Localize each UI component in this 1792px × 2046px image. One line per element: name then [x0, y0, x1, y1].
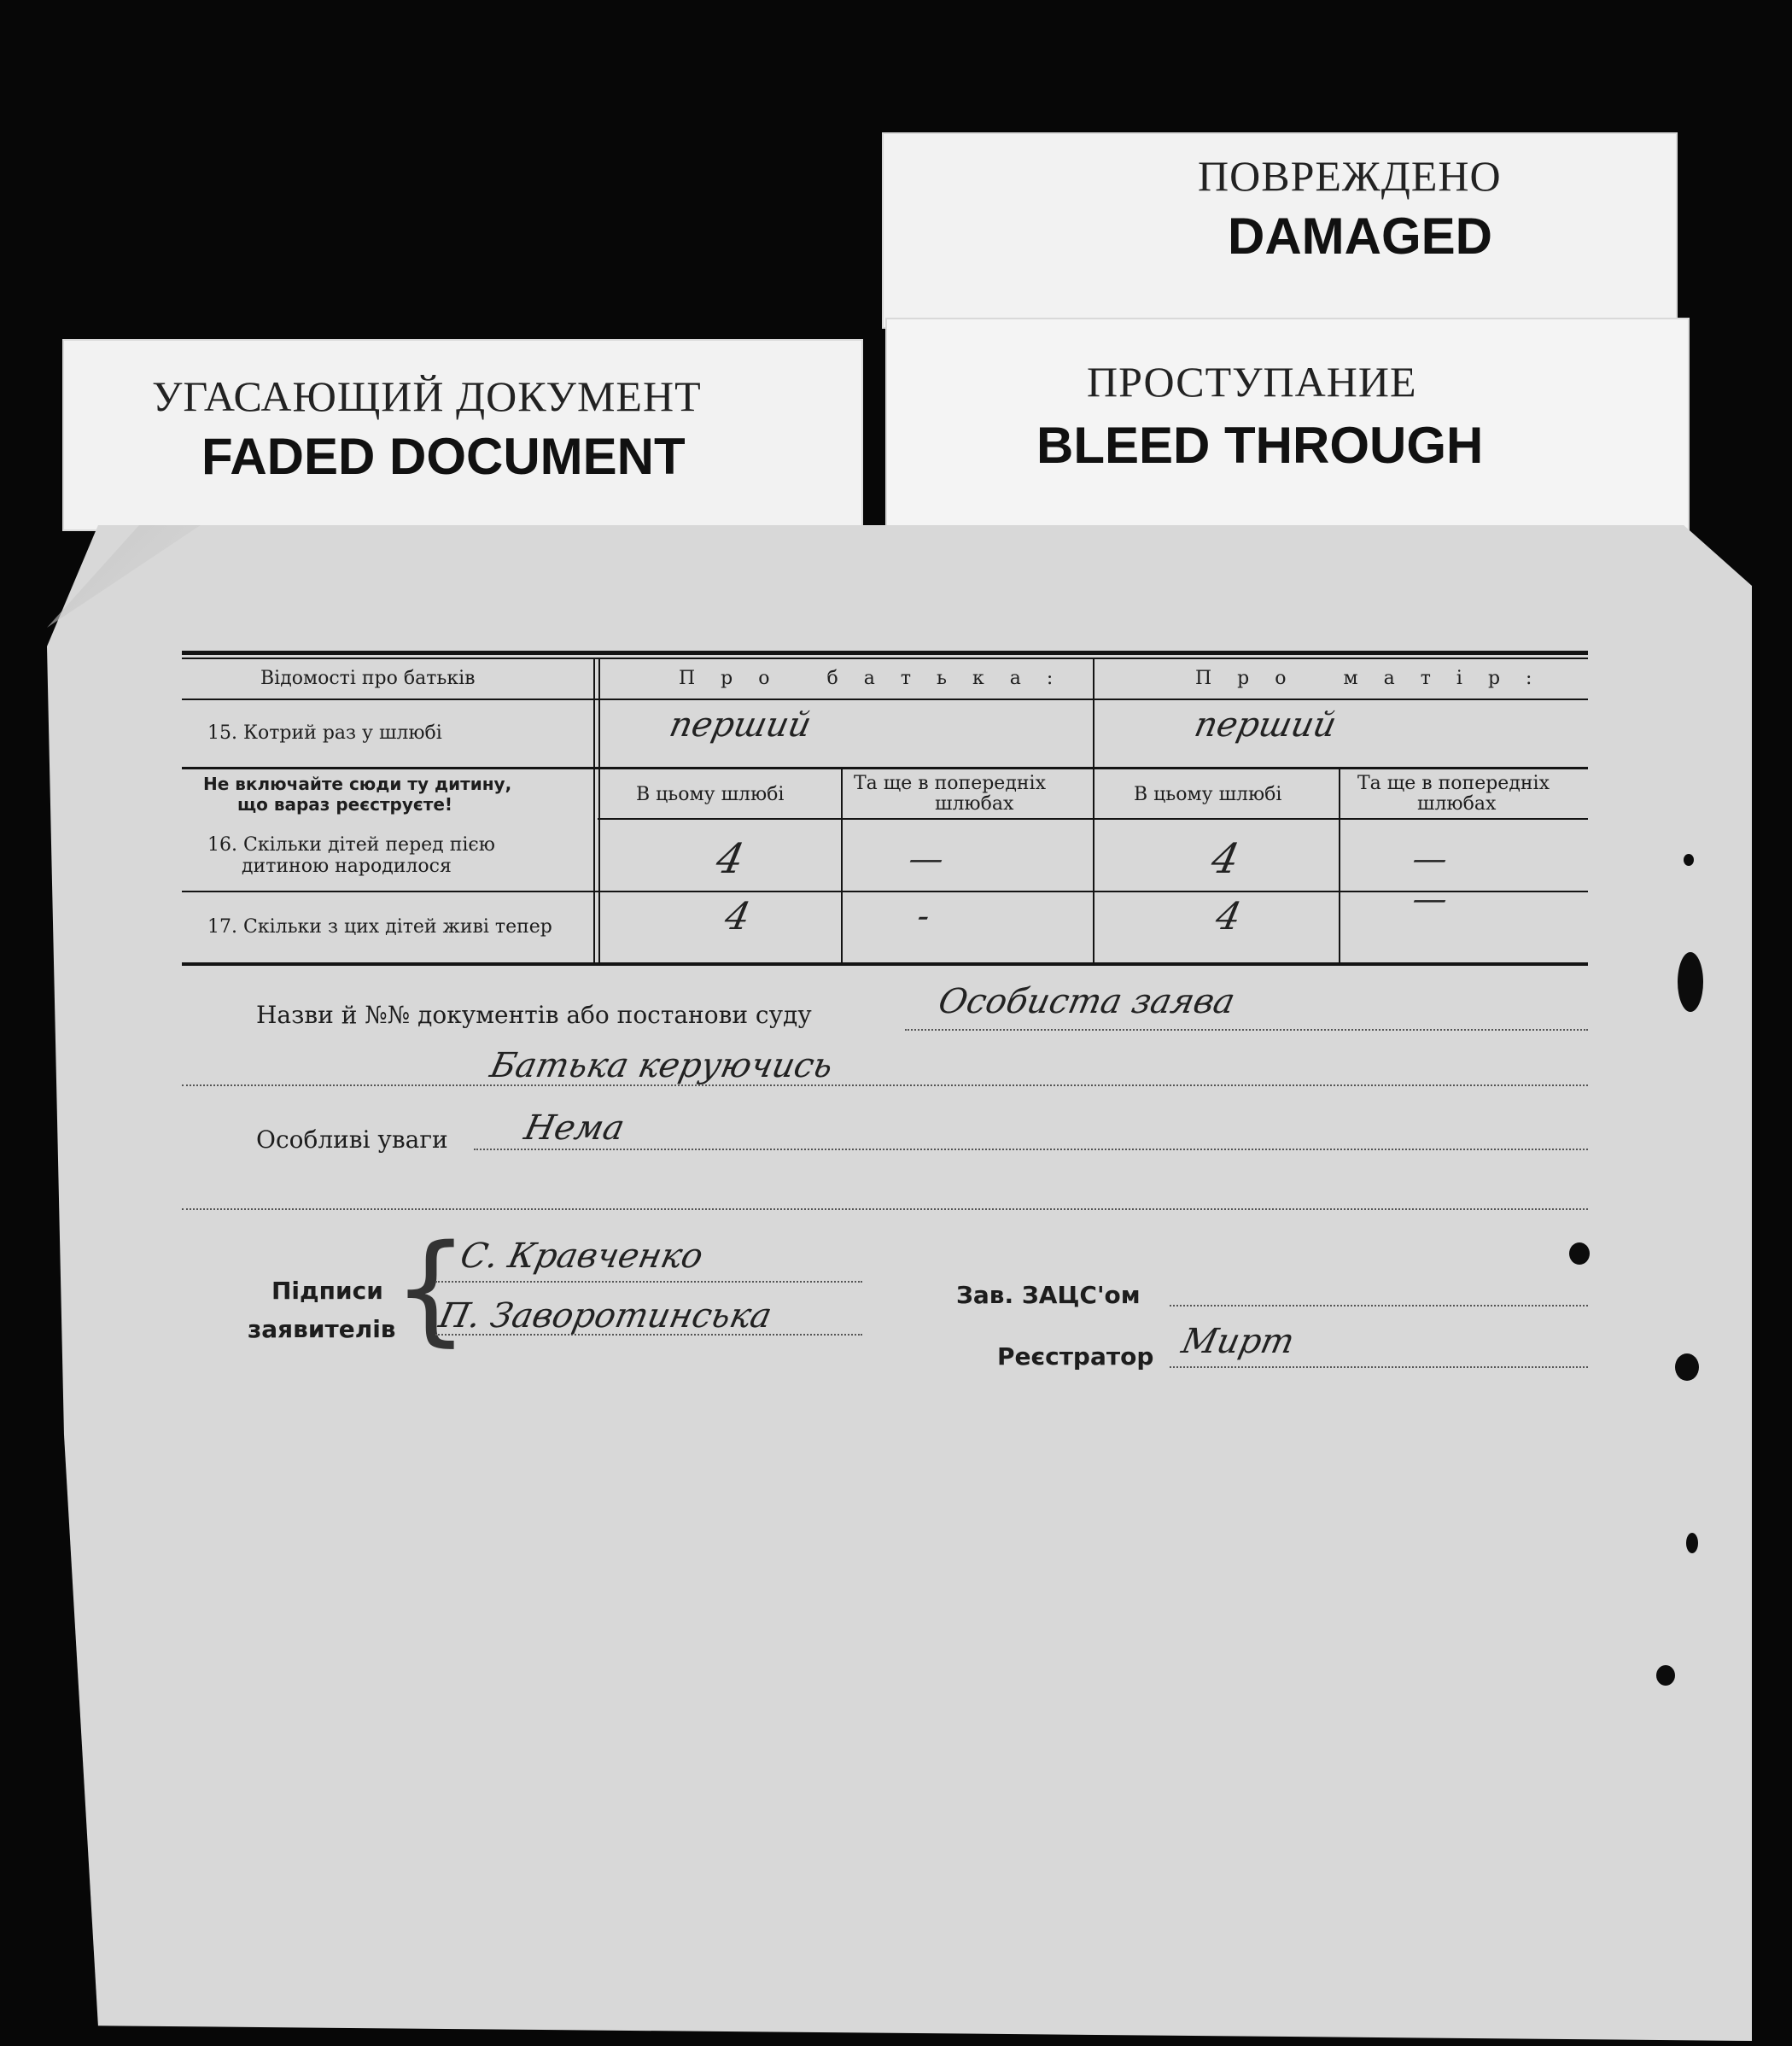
- signatures-label-line1: Підписи: [271, 1277, 383, 1305]
- head-line: [1170, 1305, 1588, 1307]
- note-line1: Не включайте сюди ту дитину,: [203, 774, 512, 794]
- table-bottom-rule: [182, 962, 1588, 966]
- documents-line2: [182, 1084, 1588, 1086]
- head-label: Зав. ЗАЦС'ом: [956, 1281, 1141, 1309]
- table-rule: [182, 699, 1588, 700]
- subheader-mother-prev2: шлюбах: [1417, 793, 1497, 815]
- table-rule: [182, 891, 1588, 892]
- table-top-rule-thin: [182, 658, 1588, 659]
- row16-label-line1: 16. Скільки дітей перед пією: [207, 834, 495, 856]
- damaged-label-card: [882, 132, 1678, 329]
- remarks-value: Нема: [521, 1108, 628, 1148]
- row17-father-this: 4: [721, 895, 755, 938]
- documents-value-line1: Особиста заява: [935, 982, 1239, 1021]
- row16-father-prev: —: [905, 839, 948, 879]
- damage-hole: [1678, 952, 1703, 1012]
- damage-hole: [1686, 1533, 1698, 1553]
- subheader-father-this: В цьому шлюбі: [636, 784, 785, 805]
- table-col-rule: [841, 769, 843, 963]
- header-mother: Про матір:: [1195, 668, 1558, 689]
- row17-father-prev: -: [914, 897, 934, 936]
- signatures-label-line2: заявителів: [248, 1315, 396, 1343]
- row17-mother-this: 4: [1211, 895, 1246, 938]
- documents-value-line2: Батька керуючись: [487, 1046, 837, 1085]
- damage-hole: [1675, 1353, 1699, 1381]
- table-col-rule: [1339, 769, 1340, 963]
- remarks-line: [474, 1149, 1588, 1150]
- signatures-brace: {: [393, 1219, 470, 1359]
- row17-mother-prev: —: [1409, 880, 1451, 919]
- faded-label-en: FADED DOCUMENT: [201, 428, 686, 485]
- damaged-label-en: DAMAGED: [1228, 208, 1492, 265]
- subheader-mother-prev1: Та ще в попередніх: [1357, 773, 1550, 794]
- remarks-line2: [182, 1208, 1588, 1210]
- faded-label-card: [62, 339, 863, 531]
- row15-mother-value: перший: [1191, 705, 1340, 745]
- row15-father-value: перший: [666, 705, 815, 745]
- faded-label-ru: УГАСАЮЩИЙ ДОКУМЕНТ: [152, 372, 702, 420]
- row15-label: 15. Котрий раз у шлюбі: [207, 722, 442, 744]
- signature-applicant-2: П. Заворотинська: [435, 1296, 775, 1336]
- bleed-through-label-card: [885, 318, 1690, 535]
- documents-label: Назви й №№ документів або постанови суду: [256, 1001, 812, 1029]
- row16-label-line2: дитиною народилося: [242, 856, 452, 877]
- documents-line: [905, 1029, 1588, 1031]
- header-parents-info: Відомості про батьків: [260, 668, 476, 689]
- table-col-rule: [1093, 659, 1094, 963]
- table-rule: [182, 767, 1588, 769]
- signature-line-1: [435, 1281, 862, 1283]
- subheader-father-prev2: шлюбах: [935, 793, 1014, 815]
- damage-hole: [1656, 1665, 1675, 1686]
- row17-label: 17. Скільки з цих дітей живі тепер: [207, 916, 552, 938]
- damage-hole: [1569, 1242, 1590, 1265]
- remarks-label: Особливі уваги: [256, 1125, 448, 1154]
- table-col-rule: [593, 659, 595, 963]
- bleed-label-en: BLEED THROUGH: [1036, 417, 1484, 474]
- registrar-line: [1170, 1366, 1588, 1368]
- subheader-father-prev1: Та ще в попередніх: [854, 773, 1046, 794]
- table-top-rule: [182, 651, 1588, 655]
- signature-applicant-1: С. Кравченко: [457, 1236, 707, 1276]
- subheader-mother-this: В цьому шлюбі: [1134, 784, 1282, 805]
- row16-mother-this: 4: [1207, 835, 1244, 883]
- bleed-label-ru: ПРОСТУПАНИЕ: [1087, 358, 1417, 406]
- registrar-label: Реєстратор: [997, 1342, 1154, 1371]
- table-col-rule: [598, 659, 600, 963]
- damage-hole: [1684, 854, 1694, 866]
- damaged-label-ru: ПОВРЕЖДЕНО: [1198, 152, 1502, 200]
- header-father: Про батька:: [679, 668, 1079, 689]
- note-line2: що вараз реєструєте!: [237, 794, 453, 815]
- row16-mother-prev: —: [1409, 839, 1451, 879]
- registrar-signature: Мирт: [1178, 1322, 1299, 1361]
- row16-father-this: 4: [712, 835, 749, 883]
